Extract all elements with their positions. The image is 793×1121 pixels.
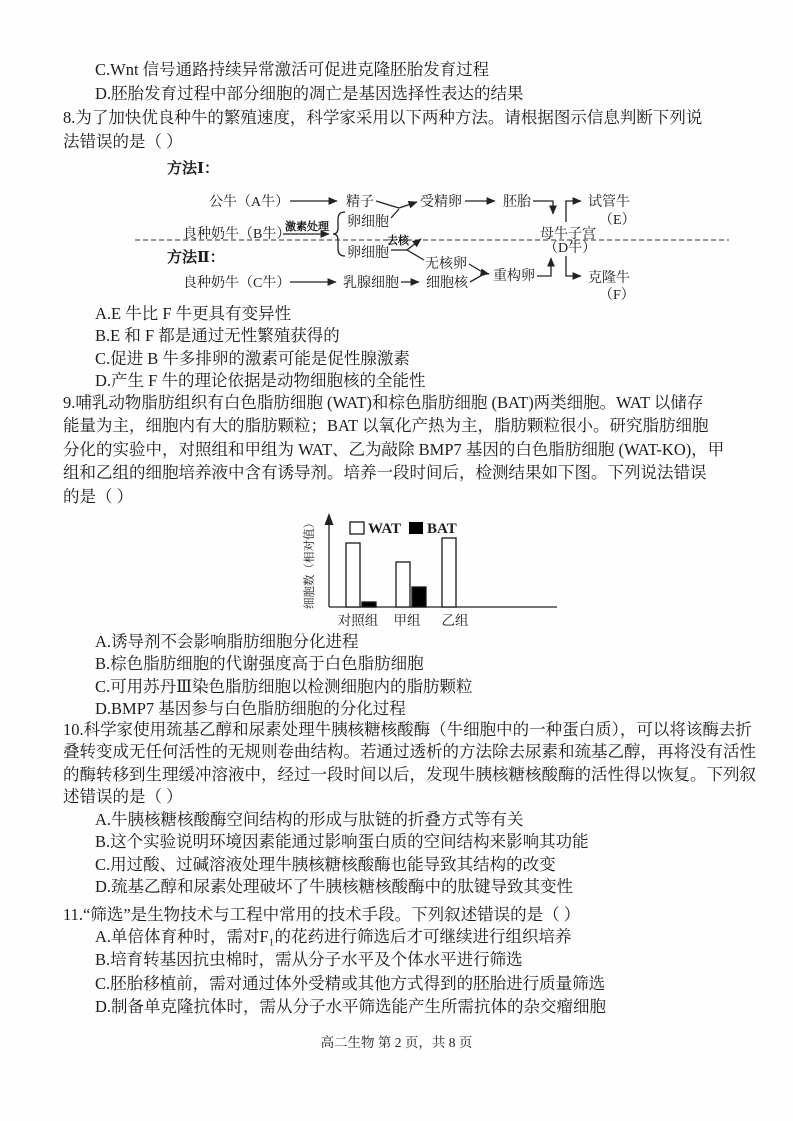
q11-option-c: C.胚胎移植前，需对通过体外受精或其他方式得到的胚胎进行质量筛选 xyxy=(95,973,606,993)
donor-cow-c-node: 良种奶牛（C牛） xyxy=(183,276,291,291)
x-tick-label-乙组: 乙组 xyxy=(441,613,469,628)
q9-stem xyxy=(63,391,724,508)
q8-options xyxy=(95,303,425,392)
q10-stem xyxy=(63,719,756,808)
legend-swatch-wat xyxy=(350,522,364,534)
q8-stem xyxy=(63,106,702,154)
method1-label: 方法Ⅰ： xyxy=(167,161,220,177)
q10-option-a: A.牛胰核糖核酸酶空间结构的形成与肽链的折叠方式等有关 xyxy=(95,810,524,829)
legend-label-wat: WAT xyxy=(368,521,402,537)
bar-bat-对照组 xyxy=(362,602,376,607)
surrogate-uterus-node: 母牛子宫 xyxy=(540,227,596,242)
q7-options xyxy=(95,58,524,106)
q8-option-d: D.产生 F 牛的理论依据是动物细胞核的全能性 xyxy=(95,370,426,390)
bull-node: 公牛（A牛） xyxy=(209,195,290,210)
enucleated-egg-node: 无核卵 xyxy=(425,257,467,272)
embryo-node: 胚胎 xyxy=(503,195,531,210)
surrogate-uterus-tag: （D牛） xyxy=(544,241,597,256)
q10-stem-line-4: 述错误的是（ ） xyxy=(63,786,183,806)
sperm-node: 精子 xyxy=(346,195,374,210)
reconstructed-egg-node: 重构卵 xyxy=(493,269,535,284)
x-tick-label-对照组: 对照组 xyxy=(337,613,379,628)
q8-stem-line-2: 法错误的是（ ） xyxy=(63,132,183,151)
q9-option-c: C.可用苏丹Ⅲ染色脂肪细胞以检测细胞内的脂肪颗粒 xyxy=(95,676,473,696)
hormone-treatment-label: 激素处理 xyxy=(285,221,329,233)
q10-stem-line-3: 的酶转移到生理缓冲溶液中，经过一段时间以后，发现牛胰核糖核酸酶的活性得以恢复。下列叙 xyxy=(63,764,756,784)
q11-stem-line: 11.“筛选”是生物技术与工程中常用的技术手段。下列叙述错误的是（ ） xyxy=(63,905,581,924)
q10-stem-line-2: 叠转变成无任何活性的无规则卷曲结构。若通过透析的方法除去尿素和巯基乙醇，再将没有活性 xyxy=(63,742,756,762)
bar-wat-甲组 xyxy=(396,562,410,607)
q8-option-c: C.促进 B 牛多排卵的激素可能是促性腺激素 xyxy=(95,348,410,368)
chart-legend xyxy=(350,521,457,537)
q9-option-a: A.诱导剂不会影响脂肪细胞分化进程 xyxy=(95,632,359,651)
cell-count-bar-chart xyxy=(295,506,595,641)
chart-x-tick-labels xyxy=(338,613,469,628)
q9-stem-line-1: 9.哺乳动物脂肪组织有白色脂肪细胞 (WAT)和棕色脂肪细胞 (BAT)两类细胞。WAT 以储存 xyxy=(63,393,704,412)
q9-stem-line-5: 的是（ ） xyxy=(63,486,134,506)
method2-label: 方法Ⅱ： xyxy=(167,250,225,266)
q7-option-d: D.胚胎发育过程中部分细胞的凋亡是基因选择性表达的结果 xyxy=(95,84,524,103)
cell-nucleus-node: 细胞核 xyxy=(426,276,468,291)
q8-option-b: B.E 和 F 都是通过无性繁殖获得的 xyxy=(95,326,340,346)
q9-option-d: D.BMP7 基因参与白色脂肪细胞的分化过程 xyxy=(95,698,406,718)
q10-stem-line-1: 10.科学家使用巯基乙醇和尿素处理牛胰核糖核酸酶（牛细胞中的一种蛋白质），可以将该酶去折 xyxy=(63,720,752,739)
y-axis-label: 细胞数（相对值） xyxy=(304,517,316,609)
q11-option-b: B.培育转基因抗虫棉时，需从分子水平及个体水平进行筛选 xyxy=(95,950,523,970)
bar-wat-乙组 xyxy=(442,538,456,607)
egg-cell-2-node: 卵细胞 xyxy=(347,246,389,261)
legend-swatch-bat xyxy=(409,522,423,534)
q10-options xyxy=(95,809,589,898)
q11-option-d: D.制备单克隆抗体时，需从分子水平筛选能产生所需抗体的杂交瘤细胞 xyxy=(95,997,607,1017)
q8-option-a: A.E 牛比 F 牛更具有变异性 xyxy=(95,304,292,323)
q9-stem-line-4: 组和乙组的细胞培养液中含有诱导剂。培养一段时间后，检测结果如下图。下列说法错误 xyxy=(63,463,707,483)
q9-options xyxy=(95,631,473,720)
page-footer: 高二生物 第 2 页，共 8 页 xyxy=(320,1035,473,1050)
egg-cell-1-node: 卵细胞 xyxy=(347,215,389,230)
q11-stem xyxy=(63,903,580,926)
q8-stem-line-1: 8.为了加快优良种牛的繁殖速度，科学家采用以下两种方法。请根据图示信息判断下列说 xyxy=(63,108,703,127)
enucleation-label: 去核 xyxy=(387,235,409,247)
mammary-cell-node: 乳腺细胞 xyxy=(343,276,399,291)
q10-option-b: B.这个实验说明环境因素能通过影响蛋白质的空间结构来影响其功能 xyxy=(95,832,589,852)
q7-option-c: C.Wnt 信号通路持续异常激活可促进克隆胚胎发育过程 xyxy=(95,60,490,79)
zygote-node: 受精卵 xyxy=(420,195,462,210)
q9-stem-line-2: 能量为主，细胞内有大的脂肪颗粒；BAT 以氧化产热为主，脂肪颗粒很小。研究脂肪细胞 xyxy=(63,416,709,436)
q11-options xyxy=(95,925,606,1019)
q11-option-a: A.单倍体育种时，需对F₁的花药进行筛选后才可继续进行组织培养 xyxy=(95,927,572,946)
test-tube-calf-tag: （E） xyxy=(599,213,636,228)
bar-bat-甲组 xyxy=(412,587,426,607)
chart-bars xyxy=(346,538,456,607)
q10-option-d: D.巯基乙醇和尿素处理破坏了牛胰核糖核酸酶中的肽键导致其变性 xyxy=(95,876,574,896)
bar-wat-对照组 xyxy=(346,543,360,607)
y-axis-arrow xyxy=(325,513,334,525)
q9-option-b: B.棕色脂肪细胞的代谢强度高于白色脂肪细胞 xyxy=(95,654,424,674)
breeding-methods-diagram xyxy=(133,156,733,308)
legend-label-bat: BAT xyxy=(427,521,457,537)
q10-option-c: C.用过酸、过碱溶液处理牛胰核糖核酸酶也能导致其结构的改变 xyxy=(95,854,556,874)
clone-calf-tag: （F） xyxy=(599,288,635,303)
donor-cow-b-node: 良种奶牛（B牛） xyxy=(183,227,291,242)
q9-stem-line-3: 分化的实验中，对照组和甲组为 WAT、乙为敲除 BMP7 基因的白色脂肪细胞 (WAT-KO)，甲 xyxy=(63,439,725,459)
test-tube-calf-node: 试管牛 xyxy=(588,195,630,210)
x-tick-label-甲组: 甲组 xyxy=(393,613,421,628)
clone-calf-node: 克隆牛 xyxy=(588,271,630,286)
